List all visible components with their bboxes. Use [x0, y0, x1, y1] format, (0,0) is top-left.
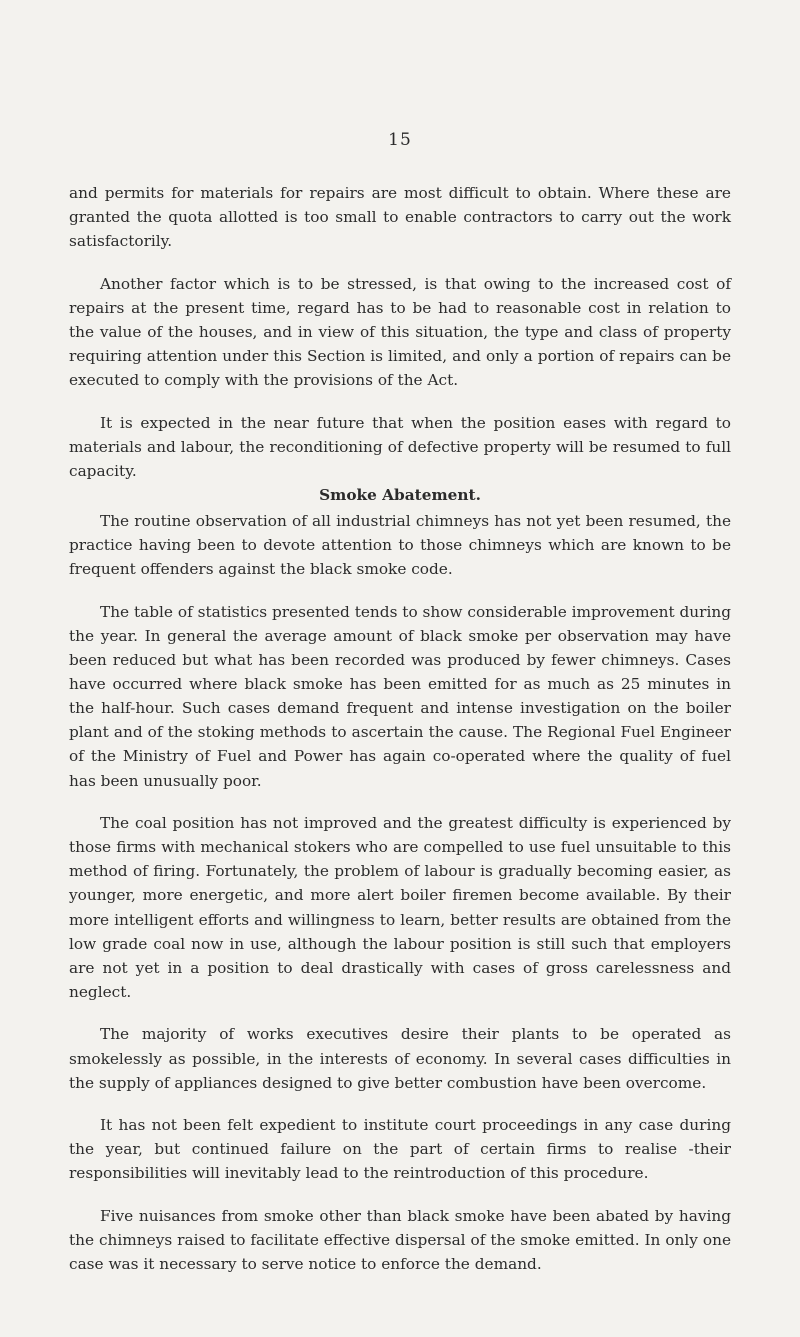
paragraph-coal-position: The coal position has not improved and the greatest difficulty is experienced by those firms with mechanical stokers who are compelled to use fuel unsuitable to this method of firing. Fortunately, the problem of labour is gradually becoming easier, as younger, more energetic, and more alert boiler firemen become available. By their more intelligent efforts and willingness to learn, better results are obtained from the low grade coal now in use, although the labour position is still such that employers are not yet in a position to deal drastically with cases of gross carelessness and neglect.: [69, 814, 731, 1001]
page-number: 15: [388, 130, 412, 150]
paragraph-reconditioning: It is expected in the near future that when the position eases with regard to materials and labour, the reconditioning of defective property will be resumed to full capacity.: [69, 413, 731, 480]
paragraph-continuation: and permits for materials for repairs are most difficult to obtain. Where these are granted the quota allotted is too small to enable contractors to carry out the work satisfactorily.: [69, 184, 731, 251]
paragraph-court-proceedings: It has not been felt expedient to institute court proceedings in any case during the year, but continued failure on the part of certain firms to realise -their responsibilities will inevitably lead to the reintroduction of this procedure.: [69, 1116, 731, 1183]
paragraph-statistics: The table of statistics presented tends to show considerable improvement during the year. In general the average amount of black smoke per observation may have been reduced but what has been recorded was produced by fewer chimneys. Cases have occurred where black smoke has been emitted for as much as 25 minutes in the half-hour. Such cases demand frequent and intense investigation on the boiler plant and of the stoking methods to ascertain the cause. The Regional Fuel Engineer of the Ministry of Fuel and Power has again co-operated where the quality of fuel has been unusually poor.: [69, 602, 731, 790]
paragraph-repair-costs: Another factor which is to be stressed, is that owing to the increased cost of repairs at the present time, regard has to be had to reasonable cost in relation to the value of the houses, and in view of this situation, the type and class of property requiring attention under this Section is limited, and only a portion of repairs can be executed to comply with the provisions of the Act.: [69, 274, 731, 390]
section-heading-smoke-abatement: Smoke Abatement.: [319, 486, 481, 505]
paragraph-other-nuisances: Five nuisances from smoke other than black smoke have been abated by having the chimneys raised to facilitate effective dispersal of the smoke emitted. In only one case was it necessary to serve notice to enforce the demand.: [69, 1206, 731, 1274]
paragraph-chimney-observation: The routine observation of all industrial chimneys has not yet been resumed, the practice having been to devote attention to those chimneys which are known to be frequent offenders against the black smoke code.: [69, 512, 731, 579]
paragraph-works-executives: The majority of works executives desire their plants to be operated as smokelessly as possible, in the interests of economy. In several cases difficulties in the supply of appliances designed to give better combustion have been overcome.: [69, 1025, 731, 1092]
document-body: [69, 181, 731, 1276]
